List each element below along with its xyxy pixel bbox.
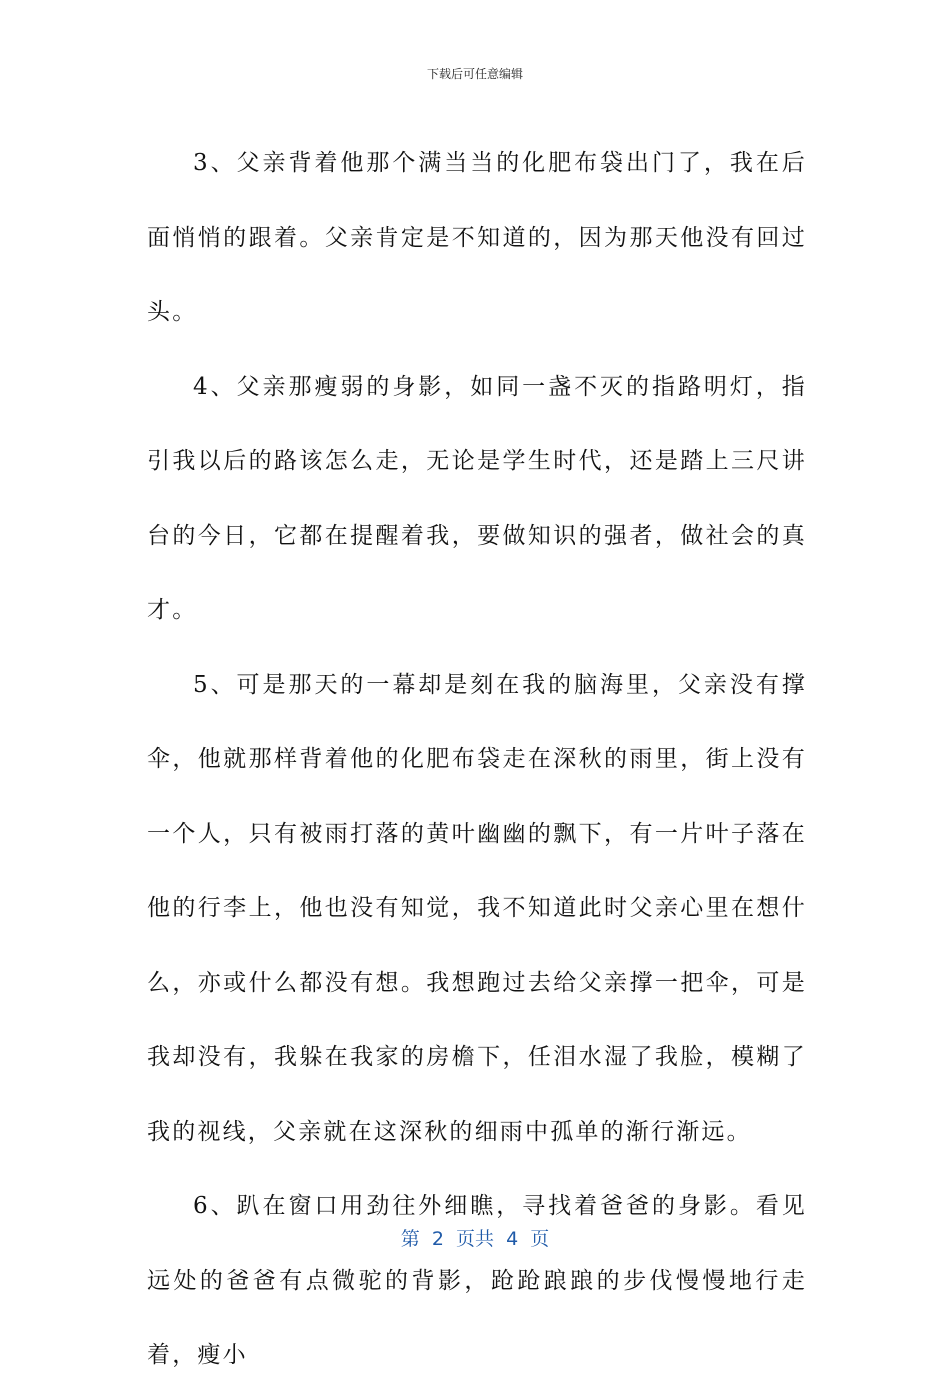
paragraph-4: 4、父亲那瘦弱的身影，如同一盏不灭的指路明灯，指引我以后的路该怎么走，无论是学生时代，还是踏上三尺讲台的今日，它都在提醒着我，要做知识的强者，做社会的真才。 xyxy=(147,373,807,623)
page-header: 下载后可任意编辑 xyxy=(426,67,523,81)
paragraph-5: 5、可是那天的一幕却是刻在我的脑海里，父亲没有撑伞，他就那样背着他的化肥布袋走在深秋的雨里，街上没有一个人，只有被雨打落的黄叶幽幽的飘下，有一片叶子落在他的行李上，他也没有知觉，我不知道此时父亲心里在想什么，亦或什么都没有想。我想跑过去给父亲撑一把伞，可是我却没有，我躲在我家的房檐下，任泪水湿了我脸，模糊了我的视线，父亲就在这深秋的细雨中孤单的渐行渐远。 xyxy=(147,671,807,1145)
paragraph-6: 6、趴在窗口用劲往外细瞧，寻找着爸爸的身影。看见远处的爸爸有点微驼的背影，跄跄踉踉的步伐慢慢地行走着，瘦小 xyxy=(147,1193,807,1368)
paragraph-3: 3、父亲背着他那个满当当的化肥布袋出门了，我在后面悄悄的跟着。父亲肯定是不知道的，因为那天他没有回过头。 xyxy=(147,150,807,325)
page-number-footer: 第 2 页共 4 页 xyxy=(400,1228,550,1250)
document-body xyxy=(147,126,807,1393)
